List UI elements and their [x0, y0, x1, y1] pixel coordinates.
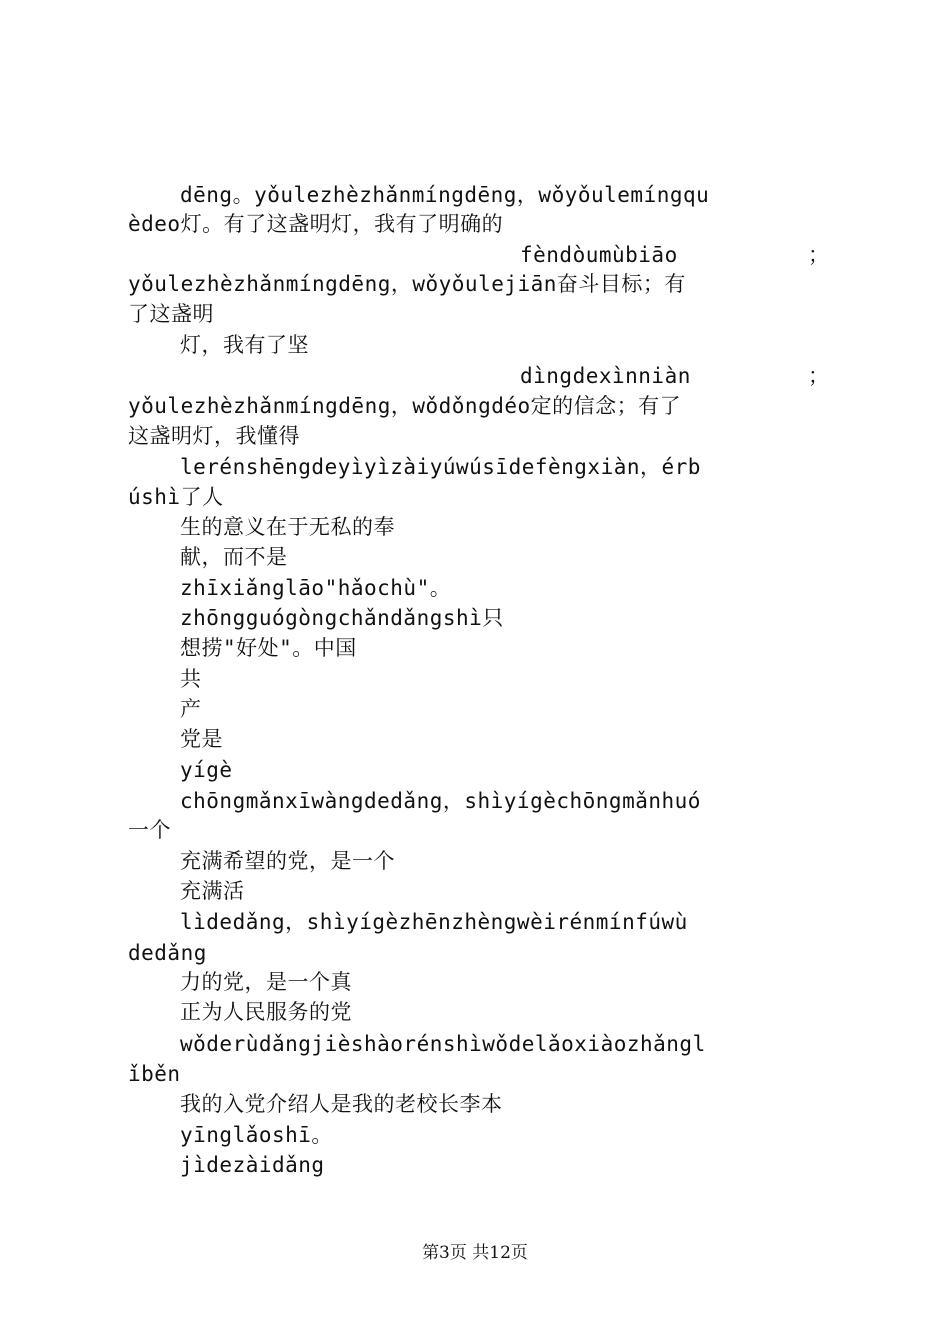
- text-line: 一个: [128, 818, 171, 842]
- text-line: 献，而不是: [180, 545, 288, 569]
- text-line: zhōngguógòngchǎndǎngshì只: [180, 606, 504, 630]
- text-line: dedǎng: [128, 941, 207, 965]
- text-line: jìdezàidǎng: [180, 1153, 325, 1177]
- text-line: yǒulezhèzhǎnmíngdēng，wǒyǒulejiān奋斗目标；有: [128, 272, 686, 296]
- text-line: 充满活: [180, 879, 245, 903]
- text-line: èdeo灯。有了这盏明灯，我有了明确的: [128, 212, 504, 236]
- text-line: lìdedǎng，shìyígèzhēnzhèngwèirénmínfúwù: [180, 910, 688, 934]
- text-line: 共: [180, 667, 202, 691]
- text-line: 产: [180, 697, 202, 721]
- text-line: zhīxiǎnglāo"hǎochù"。: [180, 576, 452, 600]
- text-line: yǒulezhèzhǎnmíngdēng，wǒdǒngdéo定的信念；有了: [128, 394, 682, 418]
- text-line: ；: [808, 364, 829, 388]
- text-line: yīnglǎoshī。: [180, 1123, 333, 1147]
- text-line: lerénshēngdeyìyìzàiyúwúsīdefèngxiàn，érb: [180, 455, 701, 479]
- text-line: ；: [808, 243, 829, 267]
- text-line: ǐběn: [128, 1062, 181, 1086]
- text-line: 生的意义在于无私的奉: [180, 515, 395, 539]
- text-line: 正为人民服务的党: [180, 1000, 352, 1024]
- text-line: 党是: [180, 727, 223, 751]
- text-line: 充满希望的党，是一个: [180, 849, 395, 873]
- text-line: 力的党，是一个真: [180, 970, 352, 994]
- text-line: dēng。yǒulezhèzhǎnmíngdēng，wǒyǒulemíngqu: [180, 183, 710, 207]
- text-line: dìngdexìnniàn: [520, 364, 691, 388]
- text-line: 这盏明灯，我懂得: [128, 424, 300, 448]
- text-line: fèndòumùbiāo: [520, 243, 678, 267]
- text-line: wǒderùdǎngjièshàorénshìwǒdelǎoxiàozhǎngl: [180, 1032, 706, 1056]
- page-footer: 第3页 共12页: [422, 1243, 528, 1263]
- text-line: chōngmǎnxīwàngdedǎng，shìyígèchōngmǎnhuó: [180, 789, 701, 813]
- text-line: úshì了人: [128, 485, 224, 509]
- text-line: 了这盏明: [128, 302, 214, 326]
- text-line: yígè: [180, 758, 233, 782]
- text-line: 灯，我有了坚: [180, 333, 309, 357]
- text-line: 我的入党介绍人是我的老校长李本: [180, 1092, 503, 1116]
- text-line: 想捞"好处"。中国: [180, 636, 357, 660]
